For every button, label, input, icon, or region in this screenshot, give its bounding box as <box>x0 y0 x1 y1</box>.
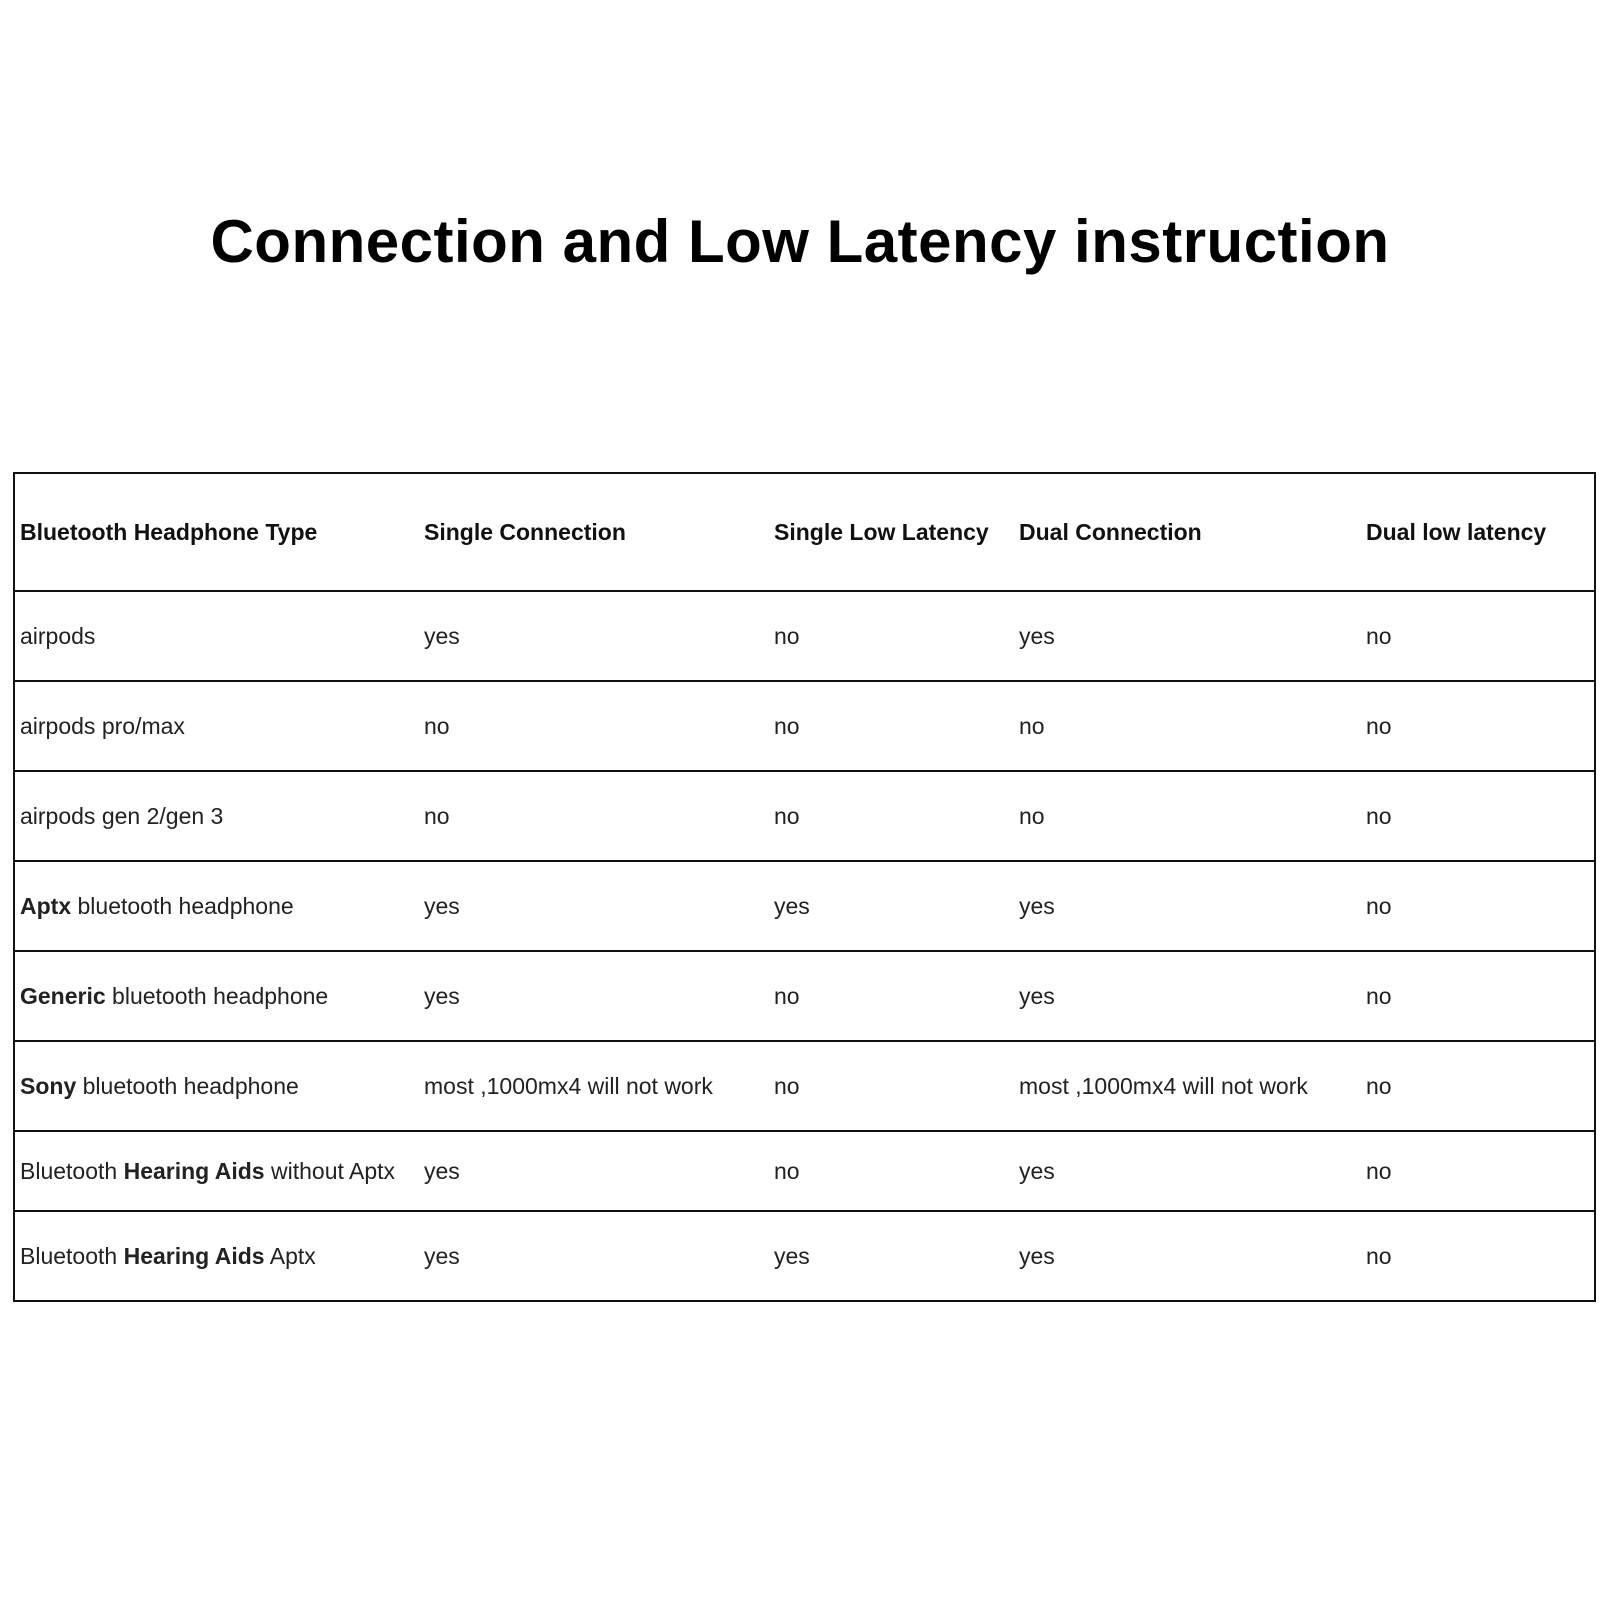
cell-headphone-type <box>14 861 419 951</box>
type-label: airpods pro/max <box>20 712 185 739</box>
header-headphone-type: Bluetooth Headphone Type <box>14 473 419 591</box>
type-label: Bluetooth <box>20 1157 124 1184</box>
cell-headphone-type <box>14 591 419 681</box>
type-label: without Aptx <box>264 1157 396 1184</box>
type-label-bold: Sony <box>20 1072 77 1099</box>
cell-single-low-latency: no <box>769 591 1014 681</box>
header-single-connection: Single Connection <box>419 473 769 591</box>
type-label-bold: Generic <box>20 982 106 1009</box>
cell-dual-low-latency: no <box>1361 591 1595 681</box>
table-row <box>14 1131 1595 1211</box>
cell-dual-connection: yes <box>1014 1131 1361 1211</box>
cell-dual-connection: yes <box>1019 1242 1055 1269</box>
page-title: Connection and Low Latency instruction <box>210 208 1390 275</box>
cell-single-low-latency: no <box>769 1041 1014 1131</box>
cell-single-connection: no <box>419 771 769 861</box>
cell-headphone-type <box>14 1041 419 1131</box>
type-label: bluetooth headphone <box>76 1072 299 1099</box>
cell-headphone-type <box>14 1211 419 1301</box>
table-header-row <box>14 473 1595 591</box>
cell-dual-connection: yes <box>1014 951 1361 1041</box>
cell-single-low-latency: yes <box>774 1242 810 1269</box>
cell-single-connection: yes <box>419 951 769 1041</box>
cell-single-connection: no <box>419 681 769 771</box>
type-label: bluetooth headphone <box>71 892 294 919</box>
cell-single-connection: yes <box>419 1131 769 1211</box>
cell-single-low-latency: no <box>769 1131 1014 1211</box>
table-row <box>14 591 1595 681</box>
cell-dual-low-latency: no <box>1361 1131 1595 1211</box>
cell-single-connection: most ,1000mx4 will not work <box>419 1041 769 1131</box>
type-label-bold: Hearing Aids <box>123 1242 265 1269</box>
cell-headphone-type <box>14 1131 419 1211</box>
type-label-bold: Hearing Aids <box>123 1157 265 1184</box>
type-label: Aptx <box>264 1242 316 1269</box>
cell-single-connection: yes <box>424 1242 460 1269</box>
table-row <box>14 951 1595 1041</box>
table-body <box>14 591 1595 1301</box>
cell-single-low-latency: no <box>769 951 1014 1041</box>
cell-single-low-latency: no <box>769 771 1014 861</box>
type-label: bluetooth headphone <box>105 982 329 1009</box>
cell-dual-connection: most ,1000mx4 will not work <box>1014 1041 1361 1131</box>
cell-dual-low-latency: no <box>1366 1242 1392 1269</box>
table-row <box>14 1211 1595 1301</box>
cell-single-connection: yes <box>419 591 769 681</box>
compatibility-table <box>13 472 1596 1302</box>
cell-dual-connection: no <box>1014 681 1361 771</box>
table-row <box>14 861 1595 951</box>
table-row <box>14 681 1595 771</box>
type-label: airpods <box>20 622 96 649</box>
type-label: Bluetooth <box>20 1242 124 1269</box>
cell-single-low-latency: yes <box>769 861 1014 951</box>
cell-dual-low-latency: no <box>1361 861 1595 951</box>
header-dual-connection: Dual Connection <box>1014 473 1361 591</box>
cell-headphone-type <box>14 951 419 1041</box>
cell-headphone-type <box>14 771 419 861</box>
type-label-bold: Aptx <box>20 892 72 919</box>
cell-single-connection: yes <box>419 861 769 951</box>
cell-dual-connection: yes <box>1014 591 1361 681</box>
table-row <box>14 771 1595 861</box>
cell-headphone-type <box>14 681 419 771</box>
cell-dual-low-latency: no <box>1361 771 1595 861</box>
cell-dual-connection: no <box>1014 771 1361 861</box>
cell-dual-low-latency: no <box>1361 681 1595 771</box>
type-label: airpods gen 2/gen 3 <box>20 802 224 829</box>
cell-dual-connection: yes <box>1014 861 1361 951</box>
table-row <box>14 1041 1595 1131</box>
cell-single-low-latency: no <box>769 681 1014 771</box>
cell-dual-low-latency: no <box>1361 1041 1595 1131</box>
header-dual-low-latency: Dual low latency <box>1361 473 1595 591</box>
cell-dual-low-latency: no <box>1361 951 1595 1041</box>
header-single-low-latency: Single Low Latency <box>769 473 1014 591</box>
